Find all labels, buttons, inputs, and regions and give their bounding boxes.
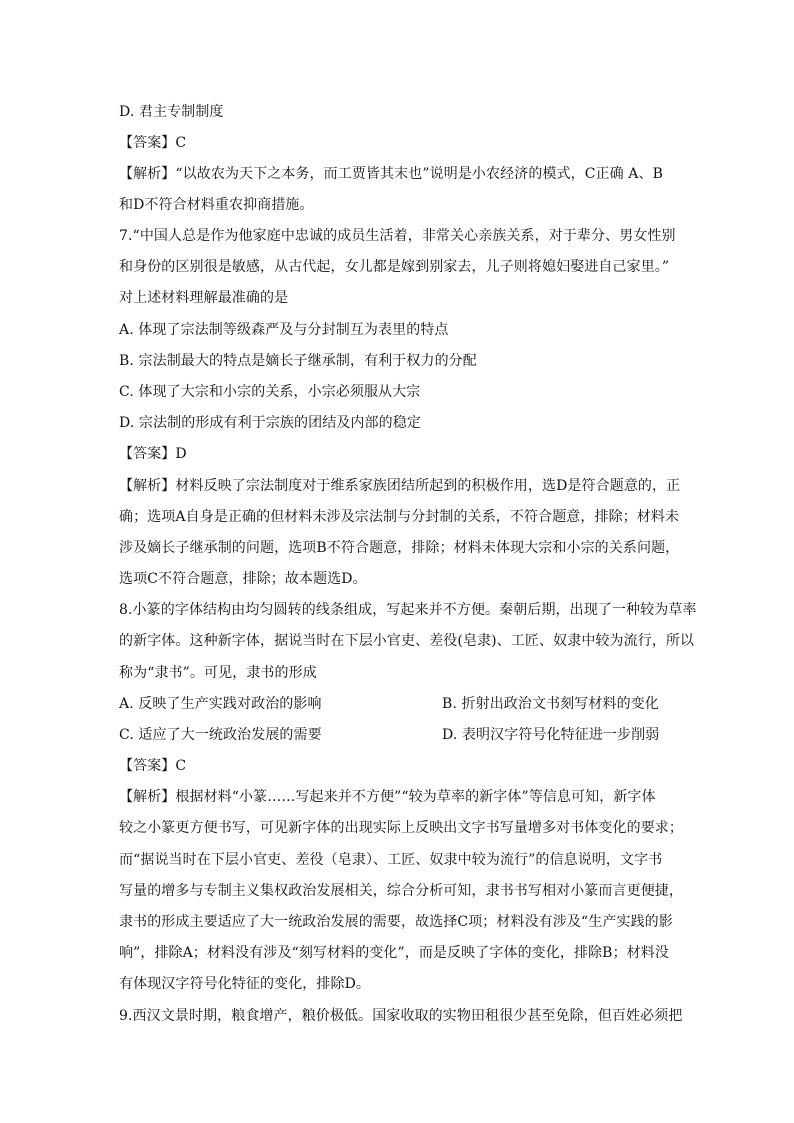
q8-analysis-line-1: 【解析】根据材料“小篆……写起来并不方便”“较为草率的新字体”等信息可知，新字体	[119, 789, 656, 805]
q6-analysis-line-1: 【解析】“以故农为天下之本务，而工贾皆其末也”说明是小农经济的模式，C正确 A、B	[119, 166, 663, 182]
q7-analysis-line-1: 【解析】材料反映了宗法制度对于维系家族团结所起到的积极作用，选D是符合题意的，正	[119, 478, 681, 494]
q6-answer: 【答案】C	[119, 135, 187, 151]
q8-stem-line-2: 的新字体。这种新字体，据说当时在下层小官吏、差役(皂隶)、工匠、奴隶中较为流行，所以	[119, 633, 695, 649]
q9-stem-line-1: 9.西汉文景时期，粮食增产，粮价极低。国家收取的实物田租很少甚至免除，但百姓必须把	[119, 1008, 683, 1024]
q7-analysis-line-4: 选项C不符合题意，排除；故本题选D。	[119, 571, 367, 587]
q7-stem-line-1: 7.“中国人总是作为他家庭中忠诚的成员生活着，非常关心亲族关系，对于辈分、男女性别	[119, 228, 676, 244]
q8-option-c: C. 适应了大一统政治发展的需要	[119, 727, 322, 743]
q7-answer: 【答案】D	[119, 446, 187, 462]
q7-option-a: A. 体现了宗法制等级森严及与分封制互为表里的特点	[119, 322, 449, 338]
q7-stem-line-3: 对上述材料理解最准确的是	[119, 290, 289, 306]
q8-option-a: A. 反映了生产实践对政治的影响	[119, 696, 322, 712]
q8-analysis-line-6: 响”，排除A；材料没有涉及“刻写材料的变化”，而是反映了字体的变化，排除B；材料没	[119, 945, 669, 961]
q7-option-b: B. 宗法制最大的特点是嫡长子继承制，有利于权力的分配	[119, 353, 477, 369]
q8-option-d: D. 表明汉字符号化特征进一步削弱	[442, 727, 660, 743]
q7-option-c: C. 体现了大宗和小宗的关系，小宗必须服从大宗	[119, 384, 421, 400]
q8-analysis-line-3: 而“据说当时在下层小官吏、差役（皂隶）、工匠、奴隶中较为流行”的信息说明，文字书	[119, 852, 663, 868]
q7-analysis-line-3: 涉及嫡长子继承制的问题，选项B不符合题意，排除；材料未体现大宗和小宗的关系问题，	[119, 540, 680, 556]
q8-stem-line-1: 8.小篆的字体结构由均匀圆转的线条组成，写起来并不方便。秦朝后期，出现了一种较为草率	[119, 602, 697, 618]
q8-stem-line-3: 称为“隶书”。可见，隶书的形成	[119, 665, 317, 681]
q6-option-d: D. 君主专制制度	[119, 104, 224, 120]
q8-option-b: B. 折射出政治文书刻写材料的变化	[442, 696, 659, 712]
q7-option-d: D. 宗法制的形成有利于宗族的团结及内部的稳定	[119, 415, 421, 431]
q8-analysis-line-7: 有体现汉字符号化特征的变化，排除D。	[119, 976, 371, 992]
q8-analysis-line-2: 较之小篆更方便书写，可见新字体的出现实际上反映出文字书写量增多对书体变化的要求；	[119, 820, 683, 836]
q8-analysis-line-5: 隶书的形成主要适应了大一统政治发展的需要，故选择C项；材料没有涉及“生产实践的影	[119, 914, 673, 930]
q7-analysis-line-2: 确；选项A自身是正确的但材料未涉及宗法制与分封制的关系，不符合题意，排除；材料未	[119, 509, 680, 525]
q8-answer: 【答案】C	[119, 758, 187, 774]
q7-stem-line-2: 和身份的区别很是敏感，从古代起，女儿都是嫁到别家去，儿子则将媳妇娶进自己家里。”	[119, 259, 670, 275]
q6-analysis-line-2: 和D不符合材料重农抑商措施。	[119, 197, 314, 213]
q8-analysis-line-4: 写量的增多与专制主义集权政治发展相关，综合分析可知，隶书书写相对小篆而言更便捷，	[119, 883, 683, 899]
